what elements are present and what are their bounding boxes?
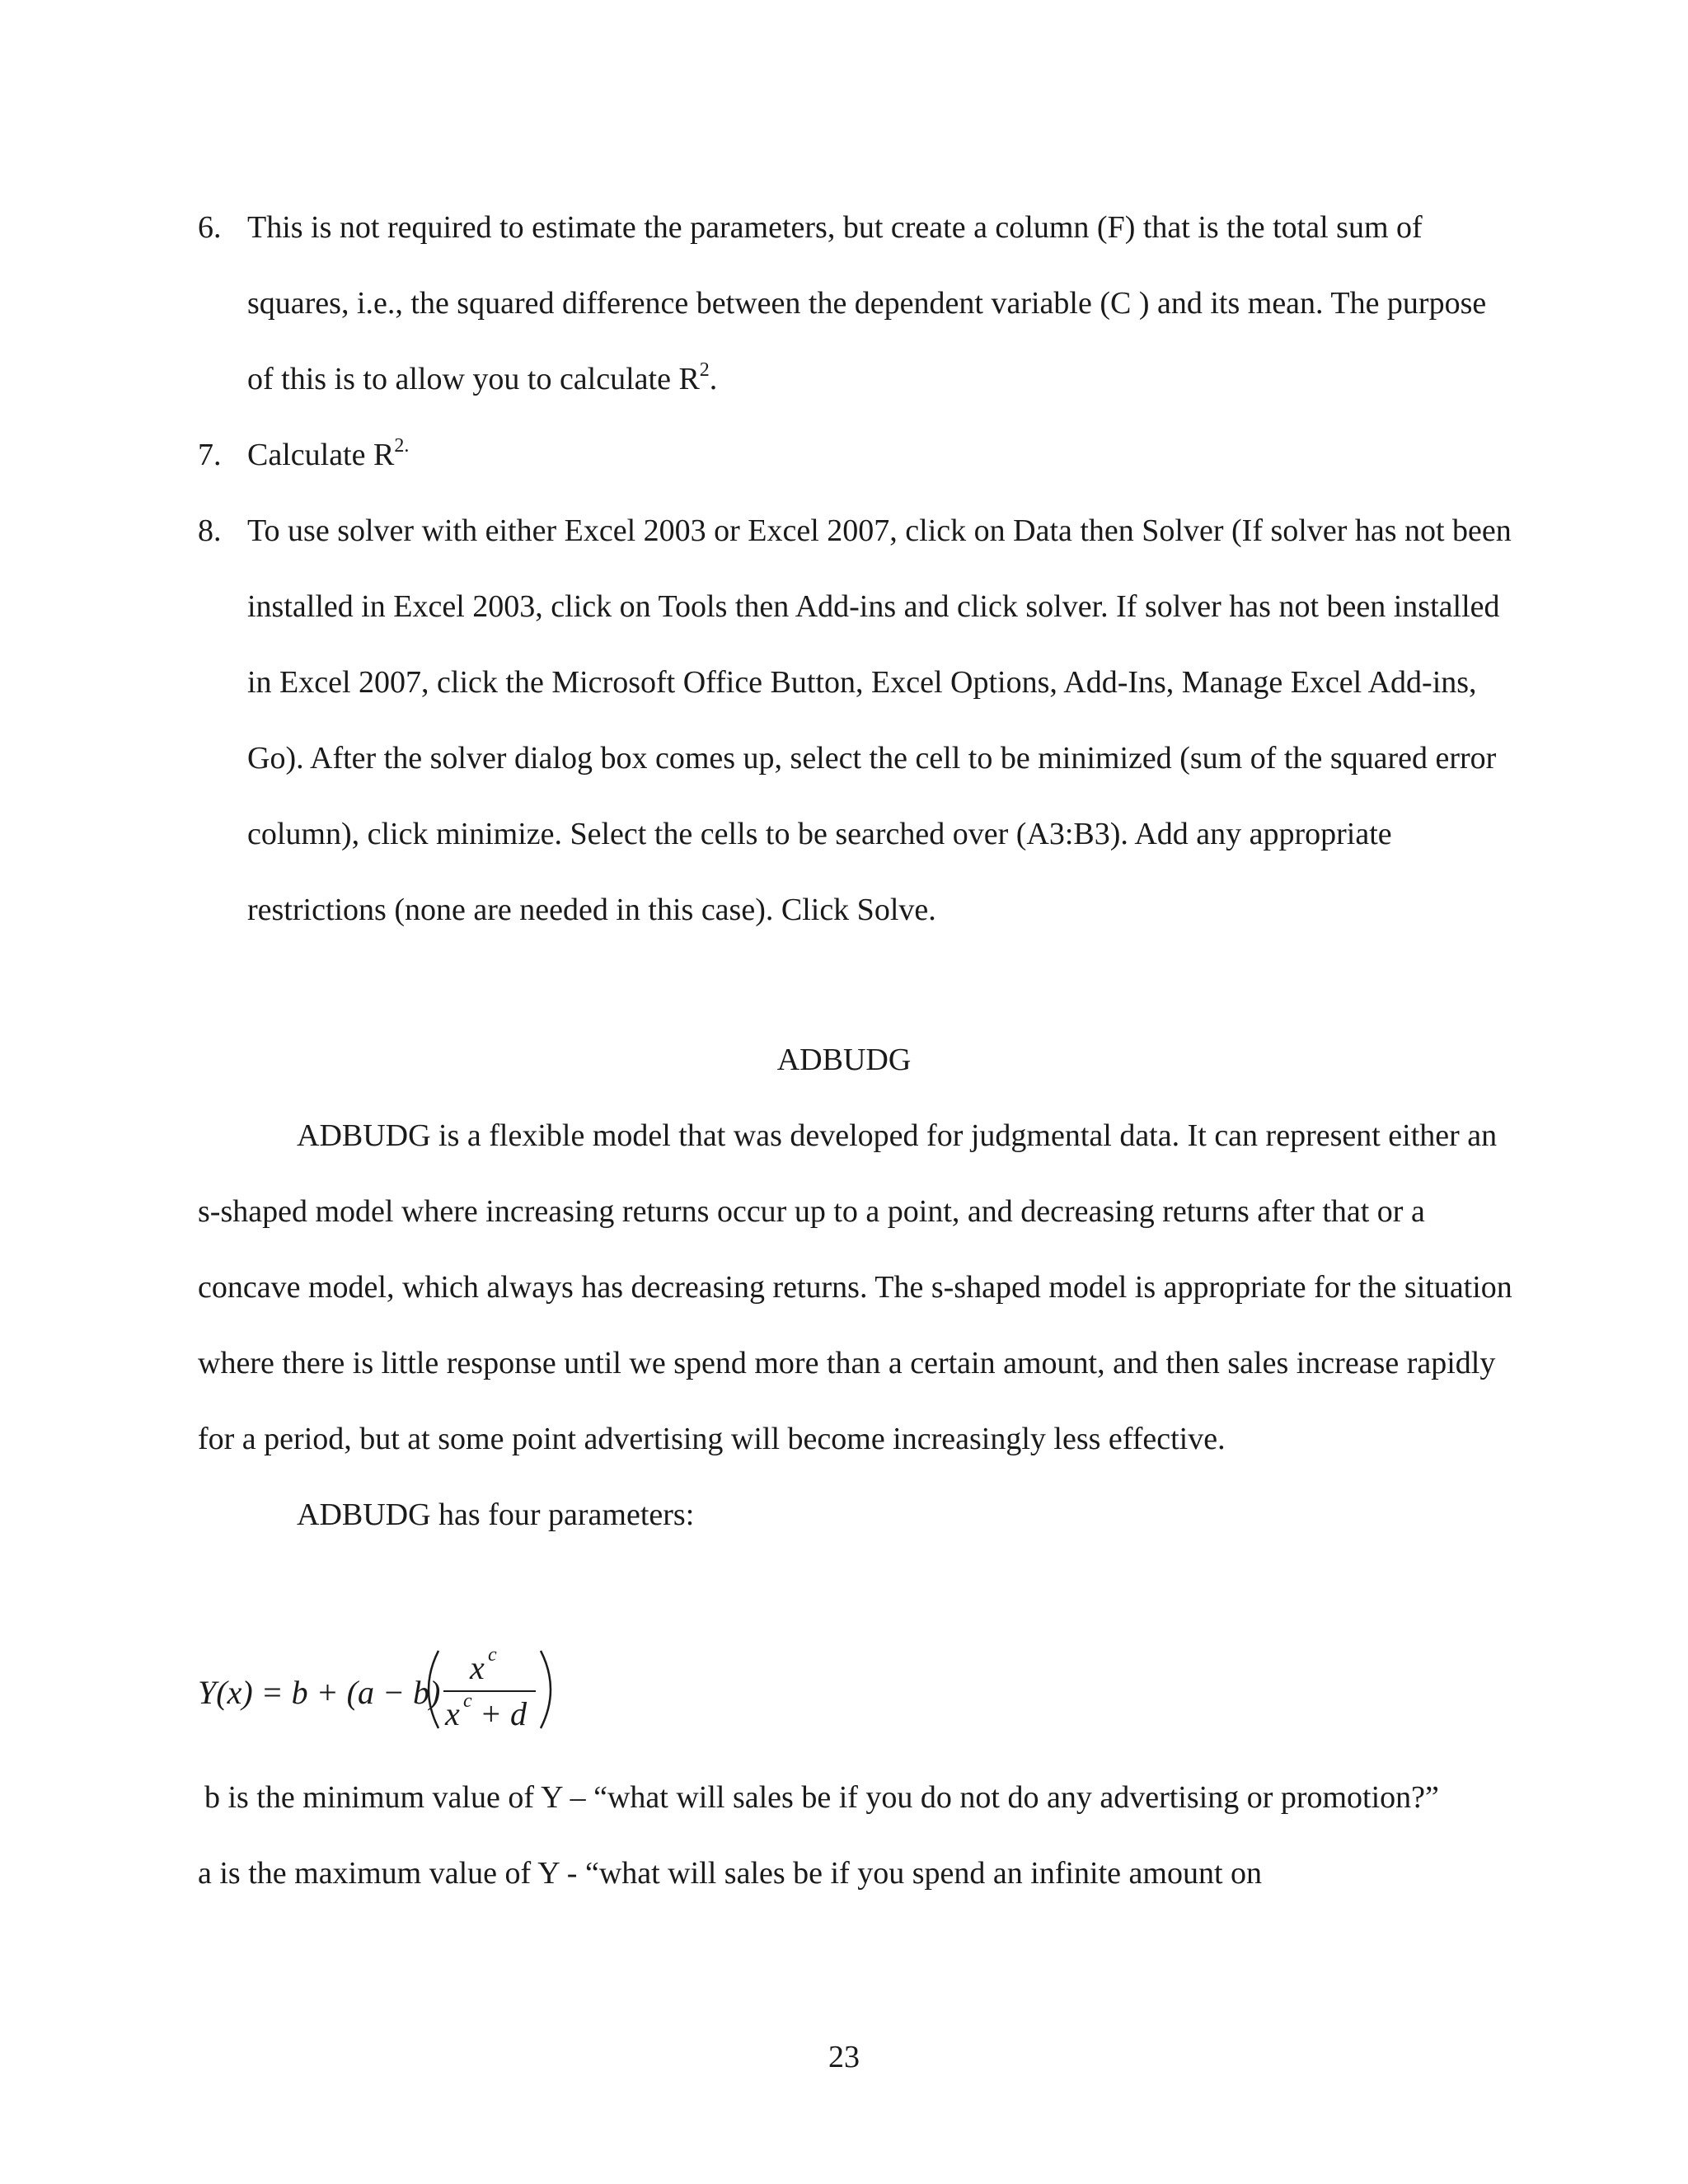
list-item <box>198 417 1517 493</box>
parameter-definitions <box>198 1760 1517 1911</box>
numerator-exponent: c <box>488 1644 497 1666</box>
superscript: 2. <box>394 435 410 457</box>
paragraph: ADBUDG has four parameters: <box>297 1497 695 1532</box>
paragraph: ADBUDG is a flexible model that was developed for judgmental data. It can represent either an s-shaped model where increasing returns occur up to a point, and decreasing returns after that or a concave model, which always has decreasing returns. The s-shaped model is appropriate for the situation where there is little response until we spend more than a certain amount, and then sales increase rapidly for a period, but at some point advertising will become increasingly less effective. <box>198 1118 1512 1456</box>
section-heading: ADBUDG <box>776 1043 912 1077</box>
list-number: 7. <box>198 438 222 472</box>
section-body <box>198 1098 1517 1553</box>
instruction-list <box>198 190 1517 948</box>
list-number: 6. <box>198 210 222 245</box>
superscript: 2 <box>699 359 710 382</box>
page-number: 23 <box>828 2040 860 2074</box>
adbudg-equation <box>198 1636 626 1743</box>
list-item <box>198 493 1517 948</box>
list-item <box>198 190 1517 417</box>
numerator-base: x <box>470 1649 485 1686</box>
list-text: This is not required to estimate the parameters, but create a column (F) that is the total sum of squares, i.e., the squared difference between the dependent variable (C ) and its mean. The purpose of this is to allow you to calculate $R^2$. <box>247 210 1487 396</box>
equation-lhs: Y(x) = b + (a − b) <box>198 1674 441 1711</box>
denominator-exponent: c <box>463 1690 472 1712</box>
definition-a: a is the maximum value of Y - “what will sales be if you spend an infinite amount on <box>198 1856 1262 1891</box>
equation-graphic <box>198 1636 626 1743</box>
definition-b: b is the minimum value of Y – “what will sales be if you do not do any advertising or promotion?” <box>204 1780 1439 1815</box>
list-text: Calculate $R^{2.}$ <box>247 435 410 472</box>
right-paren <box>541 1651 551 1728</box>
denominator-tail: + d <box>480 1695 527 1732</box>
list-text: To use solver with either Excel 2003 or Excel 2007, click on Data then Solver (If solver has not been installed in Excel 2003, click on Tools then Add-ins and click solver. If solver has not been installed in Excel 2007, click the Microsoft Office Button, Excel Options, Add-Ins, Manage Excel Add-ins, Go). After the solver dialog box comes up, select the cell to be minimized (sum of the squared error column), click minimize. Select the cells to be searched over (A3:B3). Add any appropriate restrictions (none are needed in this case). Click Solve. <box>247 513 1512 927</box>
list-number: 8. <box>198 513 222 548</box>
denominator-base: x <box>445 1695 460 1732</box>
